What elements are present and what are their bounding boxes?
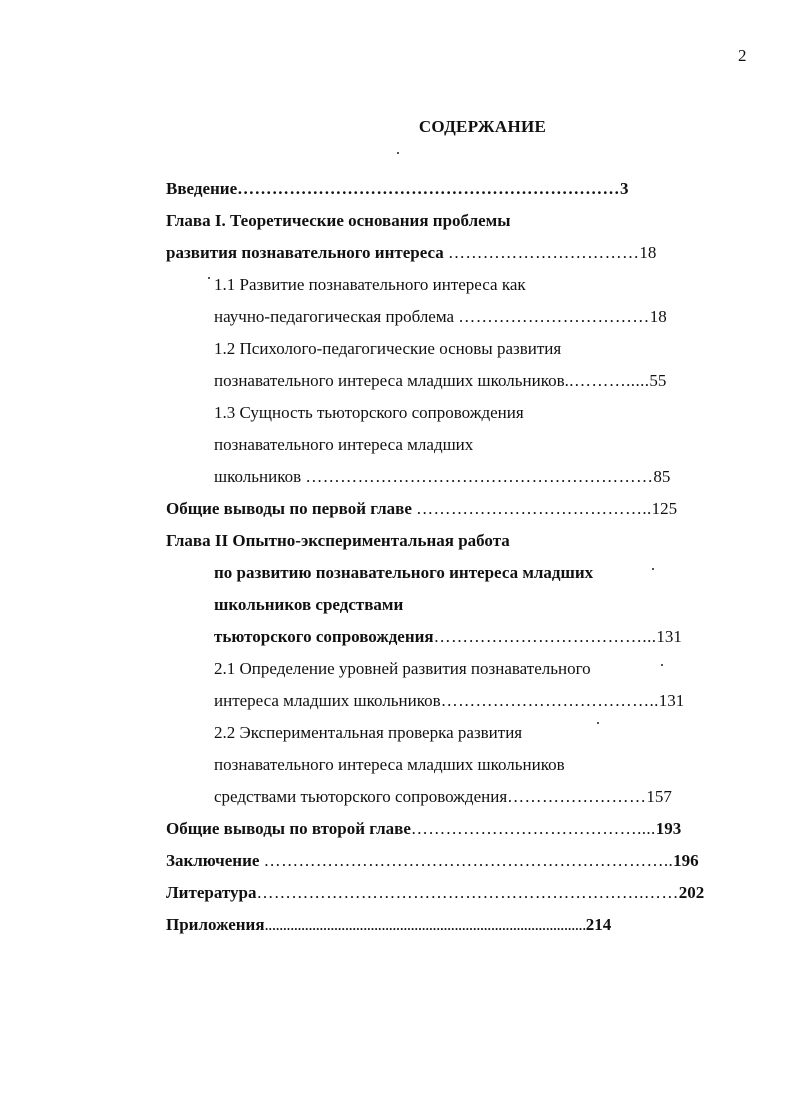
toc-entry-chapter-1-title: Глава I. Теоретические основания проблемы [166,211,511,230]
toc-entry-section-2-1-cont: интереса младших школьников………………………………..131 [214,691,685,710]
toc-entry-section-1-2-cont: познавательного интереса младших школьников..……….....55 [214,371,667,390]
toc-entry-section-1-3-cont: познавательного интереса младших [214,435,474,454]
toc-entry-chapter-2-title-end: тьюторского сопровождения………………………………...131 [214,627,682,646]
toc-entry-section-2-2-end: средствами тьюторского сопровождения……………………157 [214,787,672,806]
toc-entry-section-2-1: 2.1 Определение уровней развития познавательного [214,659,591,678]
toc-entry-appendices: Приложения........................................................................................214 [166,915,612,934]
toc-entry-references: Литература………………………………………………………….……202 [166,883,705,902]
toc-entry-section-2-2-cont: познавательного интереса младших школьников [214,755,565,774]
toc-entry-section-1-3: 1.3 Сущность тьюторского сопровождения [214,403,524,422]
scan-speck [397,152,399,154]
toc-entry-introduction: Введение…………………………………………………………3 [166,179,629,198]
toc-entry-conclusions-chapter-1: Общие выводы по первой главе …………………………………..125 [166,499,678,518]
toc-entry-chapter-2-title-cont: по развитию познавательного интереса младших [214,563,594,582]
toc-entry-conclusions-chapter-2: Общие выводы по второй главе…………………………………....193 [166,819,682,838]
toc-entry-section-1-1: 1.1 Развитие познавательного интереса как [214,275,526,294]
toc-entry-chapter-2-title: Глава II Опытно-экспериментальная работа [166,531,510,550]
scan-speck [652,568,654,570]
toc-entry-conclusion: Заключение ……………………………………………………………..196 [166,851,699,870]
toc-entry-section-2-2: 2.2 Экспериментальная проверка развития [214,723,523,742]
scan-speck [208,277,210,279]
toc-entry-section-1-3-end: школьников ……………………………………………………85 [214,467,671,486]
toc-entry-chapter-2-title-cont-2: школьников средствами [214,595,404,614]
toc-entry-section-1-1-cont: научно-педагогическая проблема ……………………………18 [214,307,667,326]
toc-entry-chapter-1-title-cont: развития познавательного интереса ……………………………18 [166,243,657,262]
scan-speck [597,722,599,724]
page-number: 2 [738,46,747,65]
toc-entry-section-1-2: 1.2 Психолого-педагогические основы развития [214,339,562,358]
scan-speck [661,664,663,666]
page-title: СОДЕРЖАНИЕ [418,117,547,136]
